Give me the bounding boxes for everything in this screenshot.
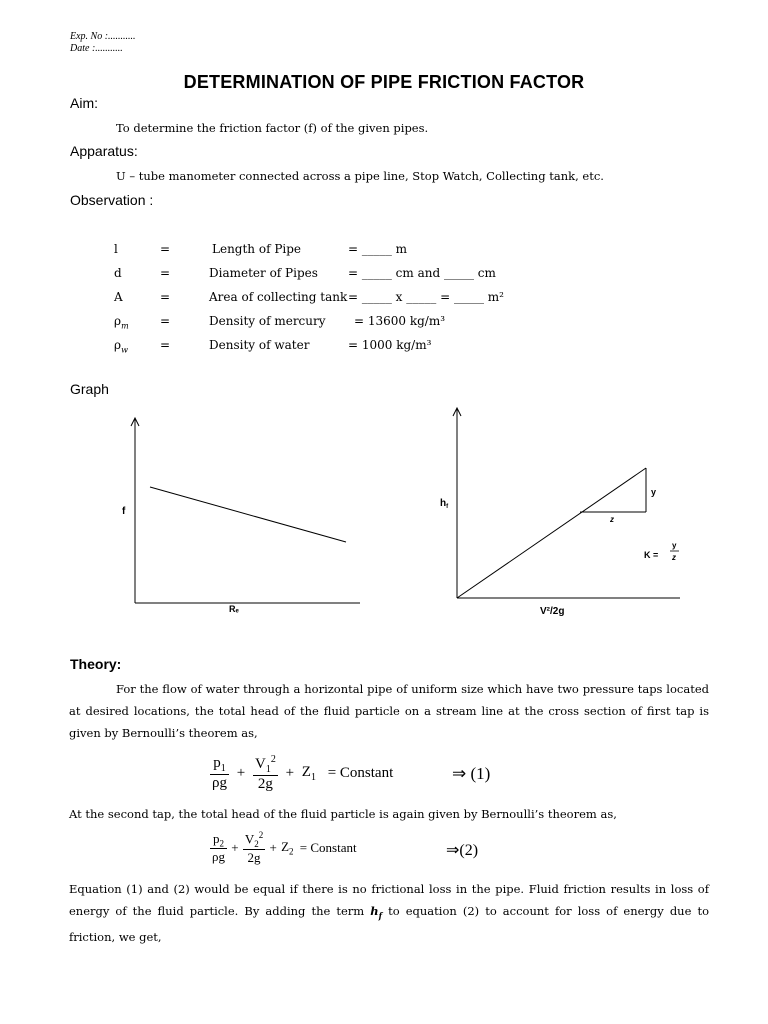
equation-1: $\frac{p_1}{\rho g}$ + $\frac{V_1^2}{2g}$ + $Z_1$ = Constant [212, 754, 394, 792]
equation-2-ref: ⇒(2) [446, 842, 479, 859]
obs-symbol: d [114, 266, 122, 280]
observation-row [114, 338, 614, 362]
obs-value: = _____ cm and _____ cm [348, 266, 496, 280]
obs-value: = _____ x _____ = _____ m² [348, 290, 504, 304]
aim-heading: Aim: [70, 95, 98, 111]
velocity-head-term: $\frac{V_2^2}{2g}$ [244, 830, 264, 865]
apparatus-heading: Apparatus: [70, 143, 138, 159]
datum-head-term: $Z_1$ [301, 764, 316, 783]
obs-description: Area of collecting tank [209, 290, 348, 304]
date: Date :........... [70, 43, 123, 54]
friction-line [150, 487, 346, 542]
slope-den: z [672, 553, 676, 562]
y-axis-label: $h_f$ [440, 498, 449, 510]
aim-text: To determine the friction factor (f) of the given pipes. [116, 121, 429, 135]
observation-row [114, 290, 614, 314]
datum-head-term: $Z_2$ [281, 839, 294, 857]
page-title: DETERMINATION OF PIPE FRICTION FACTOR [183, 72, 585, 92]
obs-description: Length of Pipe [212, 242, 302, 256]
graph-f-vs-re [110, 410, 380, 620]
obs-description: Diameter of Pipes [209, 266, 318, 280]
obs-equals: = [160, 314, 171, 328]
run-label: z [610, 515, 614, 524]
obs-symbol: l [114, 242, 118, 256]
obs-equals: = [160, 338, 171, 352]
graph-hf-vs-v2g [430, 400, 700, 620]
slope-num: y [672, 541, 677, 550]
obs-description: Density of water [209, 338, 310, 352]
x-axis-label: Rₑ [229, 604, 239, 614]
obs-description: Density of mercury [209, 314, 326, 328]
rise-label: y [651, 487, 657, 497]
obs-equals: = [160, 266, 171, 280]
observation-table [114, 242, 614, 362]
x-axis-label: V²/2g [540, 606, 565, 617]
equation-rhs: = Constant [299, 839, 357, 855]
apparatus-text: U – tube manometer connected across a pipe line, Stop Watch, Collecting tank, etc. [116, 169, 604, 183]
equation-1-ref: ⇒ (1) [452, 764, 491, 783]
head-loss-line [457, 468, 646, 598]
obs-symbol: A [114, 290, 123, 304]
obs-equals: = [160, 290, 171, 304]
slope-label: K = [644, 550, 659, 560]
pressure-head-term: $\frac{p_1}{\rho g}$ [212, 755, 227, 791]
obs-value: = 13600 kg/m³ [354, 314, 446, 328]
obs-symbol: $\rho_m$ [114, 314, 129, 331]
obs-value: = _____ m [348, 242, 408, 256]
exp-no: Exp. No :........... [70, 31, 136, 42]
obs-equals: = [160, 242, 171, 256]
observation-heading: Observation : [70, 192, 154, 208]
observation-row [114, 266, 614, 290]
equation-rhs: = Constant [327, 765, 394, 781]
y-axis-label: f [122, 506, 126, 517]
theory-paragraph-1: For the flow of water through a horizontal pipe of uniform size which have two pressure taps located at desired locations, the total head of the fluid particle on a stream line at the cross section of first tap is given by Bernoulli’s theorem as, [69, 682, 709, 740]
equation-2: $\frac{p_2}{\rho g}$ + $\frac{V_2^2}{2g}$ + $Z_2$ = Constant [212, 830, 357, 865]
graph-heading: Graph [70, 381, 109, 397]
theory-paragraph-3: Equation (1) and (2) would be equal if there is no frictional loss in the pipe. Fluid friction results in loss of energy of the fluid particle. By adding the term $h_f$ to equation (2) to account for loss of energy due to friction, we get, [69, 882, 709, 945]
obs-symbol: $\rho_w$ [114, 338, 128, 355]
observation-row [114, 314, 614, 338]
obs-value: = 1000 kg/m³ [348, 338, 432, 352]
theory-paragraph-2: At the second tap, the total head of the fluid particle is again given by Bernoulli’s theorem as, [69, 807, 617, 821]
observation-row [114, 242, 614, 266]
theory-heading: Theory: [70, 656, 122, 672]
velocity-head-term: $\frac{V_1^2}{2g}$ [254, 754, 276, 792]
pressure-head-term: $\frac{p_2}{\rho g}$ [212, 830, 225, 865]
